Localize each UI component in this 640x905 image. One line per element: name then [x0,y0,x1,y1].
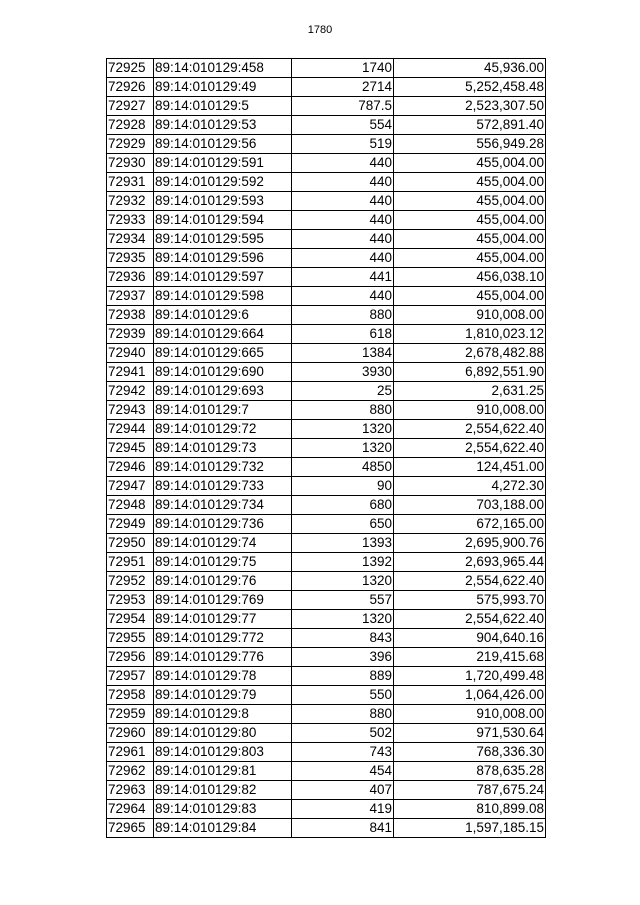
cadastral-number-cell: 89:14:010129:83 [154,800,292,819]
row-number-cell: 72941 [107,363,154,382]
cadastral-value-cell: 2,631.25 [394,382,546,401]
cadastral-number-cell: 89:14:010129:81 [154,762,292,781]
cadastral-value-cell: 768,336.30 [394,743,546,762]
area-cell: 880 [292,705,394,724]
area-cell: 618 [292,325,394,344]
cadastral-value-cell: 1,597,185.15 [394,819,546,838]
row-number-cell: 72954 [107,610,154,629]
row-number-cell: 72955 [107,629,154,648]
area-cell: 440 [292,287,394,306]
cadastral-value-cell: 572,891.40 [394,116,546,135]
table-row [107,268,546,287]
cadastral-value-cell: 5,252,458.48 [394,78,546,97]
cadastral-number-cell: 89:14:010129:595 [154,230,292,249]
cadastral-number-cell: 89:14:010129:74 [154,534,292,553]
cadastral-value-cell: 455,004.00 [394,211,546,230]
area-cell: 1393 [292,534,394,553]
area-cell: 440 [292,211,394,230]
cadastral-number-cell: 89:14:010129:736 [154,515,292,534]
cadastral-number-cell: 89:14:010129:458 [154,59,292,78]
row-number-cell: 72931 [107,173,154,192]
row-number-cell: 72965 [107,819,154,838]
cadastral-number-cell: 89:14:010129:80 [154,724,292,743]
table-row [107,59,546,78]
cadastral-number-cell: 89:14:010129:733 [154,477,292,496]
cadastral-value-cell: 910,008.00 [394,401,546,420]
cadastral-value-cell: 456,038.10 [394,268,546,287]
row-number-cell: 72964 [107,800,154,819]
table-row [107,97,546,116]
area-cell: 519 [292,135,394,154]
area-cell: 502 [292,724,394,743]
cadastral-number-cell: 89:14:010129:772 [154,629,292,648]
area-cell: 419 [292,800,394,819]
cadastral-value-cell: 2,678,482.88 [394,344,546,363]
cadastral-value-cell: 904,640.16 [394,629,546,648]
table-row [107,230,546,249]
row-number-cell: 72944 [107,420,154,439]
cadastral-value-cell: 455,004.00 [394,249,546,268]
area-cell: 3930 [292,363,394,382]
cadastral-number-cell: 89:14:010129:593 [154,192,292,211]
table-row [107,192,546,211]
table-row [107,610,546,629]
row-number-cell: 72926 [107,78,154,97]
cadastral-number-cell: 89:14:010129:73 [154,439,292,458]
table-row [107,686,546,705]
row-number-cell: 72946 [107,458,154,477]
row-number-cell: 72936 [107,268,154,287]
cadastral-number-cell: 89:14:010129:76 [154,572,292,591]
area-cell: 843 [292,629,394,648]
table-row [107,648,546,667]
cadastral-value-cell: 455,004.00 [394,230,546,249]
area-cell: 1392 [292,553,394,572]
table-row [107,572,546,591]
row-number-cell: 72929 [107,135,154,154]
area-cell: 680 [292,496,394,515]
row-number-cell: 72933 [107,211,154,230]
cadastral-value-cell: 2,554,622.40 [394,439,546,458]
cadastral-number-cell: 89:14:010129:732 [154,458,292,477]
table-row [107,762,546,781]
table-row [107,591,546,610]
table-row [107,211,546,230]
row-number-cell: 72942 [107,382,154,401]
area-cell: 1740 [292,59,394,78]
cadastral-value-cell: 455,004.00 [394,192,546,211]
cadastral-value-cell: 1,810,023.12 [394,325,546,344]
cadastral-number-cell: 89:14:010129:84 [154,819,292,838]
cadastral-number-cell: 89:14:010129:5 [154,97,292,116]
row-number-cell: 72932 [107,192,154,211]
area-cell: 743 [292,743,394,762]
area-cell: 440 [292,249,394,268]
cadastral-value-cell: 910,008.00 [394,705,546,724]
row-number-cell: 72940 [107,344,154,363]
parcel-table [106,58,546,838]
cadastral-value-cell: 2,695,900.76 [394,534,546,553]
row-number-cell: 72958 [107,686,154,705]
area-cell: 4850 [292,458,394,477]
area-cell: 880 [292,306,394,325]
row-number-cell: 72927 [107,97,154,116]
table-row [107,325,546,344]
row-number-cell: 72951 [107,553,154,572]
area-cell: 889 [292,667,394,686]
row-number-cell: 72960 [107,724,154,743]
area-cell: 1320 [292,610,394,629]
cadastral-number-cell: 89:14:010129:78 [154,667,292,686]
table-row [107,154,546,173]
area-cell: 841 [292,819,394,838]
row-number-cell: 72928 [107,116,154,135]
cadastral-value-cell: 2,554,622.40 [394,420,546,439]
cadastral-number-cell: 89:14:010129:693 [154,382,292,401]
row-number-cell: 72963 [107,781,154,800]
table-row [107,401,546,420]
table-row [107,705,546,724]
cadastral-number-cell: 89:14:010129:690 [154,363,292,382]
row-number-cell: 72950 [107,534,154,553]
table-row [107,724,546,743]
table-row [107,553,546,572]
cadastral-number-cell: 89:14:010129:8 [154,705,292,724]
area-cell: 554 [292,116,394,135]
table-row [107,363,546,382]
cadastral-value-cell: 6,892,551.90 [394,363,546,382]
table-row [107,135,546,154]
cadastral-value-cell: 455,004.00 [394,173,546,192]
cadastral-value-cell: 1,064,426.00 [394,686,546,705]
area-cell: 1320 [292,572,394,591]
table-row [107,249,546,268]
table-row [107,743,546,762]
cadastral-number-cell: 89:14:010129:49 [154,78,292,97]
area-cell: 1320 [292,439,394,458]
cadastral-value-cell: 45,936.00 [394,59,546,78]
table-row [107,819,546,838]
cadastral-number-cell: 89:14:010129:53 [154,116,292,135]
row-number-cell: 72953 [107,591,154,610]
parcel-table-body [107,59,546,838]
table-row [107,382,546,401]
cadastral-value-cell: 2,554,622.40 [394,610,546,629]
cadastral-value-cell: 124,451.00 [394,458,546,477]
cadastral-number-cell: 89:14:010129:769 [154,591,292,610]
table-row [107,496,546,515]
area-cell: 1320 [292,420,394,439]
cadastral-number-cell: 89:14:010129:596 [154,249,292,268]
cadastral-value-cell: 971,530.64 [394,724,546,743]
cadastral-value-cell: 1,720,499.48 [394,667,546,686]
area-cell: 25 [292,382,394,401]
cadastral-number-cell: 89:14:010129:597 [154,268,292,287]
table-row [107,458,546,477]
table-row [107,534,546,553]
area-cell: 2714 [292,78,394,97]
cadastral-value-cell: 810,899.08 [394,800,546,819]
row-number-cell: 72945 [107,439,154,458]
table-row [107,800,546,819]
row-number-cell: 72935 [107,249,154,268]
table-row [107,306,546,325]
table-row [107,344,546,363]
table-row [107,629,546,648]
row-number-cell: 72947 [107,477,154,496]
cadastral-value-cell: 910,008.00 [394,306,546,325]
cadastral-number-cell: 89:14:010129:77 [154,610,292,629]
row-number-cell: 72937 [107,287,154,306]
row-number-cell: 72959 [107,705,154,724]
row-number-cell: 72956 [107,648,154,667]
cadastral-value-cell: 575,993.70 [394,591,546,610]
area-cell: 880 [292,401,394,420]
cadastral-value-cell: 878,635.28 [394,762,546,781]
page-number: 1780 [307,24,333,36]
table-row [107,173,546,192]
area-cell: 440 [292,230,394,249]
area-cell: 550 [292,686,394,705]
cadastral-number-cell: 89:14:010129:776 [154,648,292,667]
cadastral-number-cell: 89:14:010129:592 [154,173,292,192]
cadastral-number-cell: 89:14:010129:734 [154,496,292,515]
area-cell: 440 [292,154,394,173]
area-cell: 441 [292,268,394,287]
cadastral-value-cell: 2,554,622.40 [394,572,546,591]
table-row [107,420,546,439]
area-cell: 396 [292,648,394,667]
row-number-cell: 72925 [107,59,154,78]
area-cell: 557 [292,591,394,610]
cadastral-number-cell: 89:14:010129:598 [154,287,292,306]
cadastral-value-cell: 219,415.68 [394,648,546,667]
cadastral-number-cell: 89:14:010129:664 [154,325,292,344]
cadastral-value-cell: 455,004.00 [394,287,546,306]
area-cell: 454 [292,762,394,781]
cadastral-number-cell: 89:14:010129:594 [154,211,292,230]
table-row [107,781,546,800]
row-number-cell: 72938 [107,306,154,325]
table-row [107,78,546,97]
row-number-cell: 72930 [107,154,154,173]
cadastral-value-cell: 672,165.00 [394,515,546,534]
table-row [107,287,546,306]
area-cell: 787.5 [292,97,394,116]
row-number-cell: 72962 [107,762,154,781]
cadastral-number-cell: 89:14:010129:7 [154,401,292,420]
area-cell: 1384 [292,344,394,363]
row-number-cell: 72943 [107,401,154,420]
area-cell: 407 [292,781,394,800]
table-row [107,116,546,135]
row-number-cell: 72961 [107,743,154,762]
row-number-cell: 72948 [107,496,154,515]
cadastral-value-cell: 455,004.00 [394,154,546,173]
area-cell: 440 [292,173,394,192]
area-cell: 650 [292,515,394,534]
cadastral-number-cell: 89:14:010129:79 [154,686,292,705]
cadastral-number-cell: 89:14:010129:665 [154,344,292,363]
cadastral-number-cell: 89:14:010129:591 [154,154,292,173]
cadastral-number-cell: 89:14:010129:75 [154,553,292,572]
cadastral-value-cell: 787,675.24 [394,781,546,800]
cadastral-number-cell: 89:14:010129:6 [154,306,292,325]
row-number-cell: 72939 [107,325,154,344]
row-number-cell: 72949 [107,515,154,534]
table-row [107,515,546,534]
cadastral-number-cell: 89:14:010129:56 [154,135,292,154]
cadastral-number-cell: 89:14:010129:82 [154,781,292,800]
cadastral-number-cell: 89:14:010129:72 [154,420,292,439]
cadastral-value-cell: 2,693,965.44 [394,553,546,572]
cadastral-value-cell: 2,523,307.50 [394,97,546,116]
table-row [107,477,546,496]
row-number-cell: 72952 [107,572,154,591]
area-cell: 440 [292,192,394,211]
table-row [107,439,546,458]
row-number-cell: 72934 [107,230,154,249]
area-cell: 90 [292,477,394,496]
table-row [107,667,546,686]
cadastral-value-cell: 556,949.28 [394,135,546,154]
cadastral-value-cell: 4,272.30 [394,477,546,496]
cadastral-value-cell: 703,188.00 [394,496,546,515]
cadastral-number-cell: 89:14:010129:803 [154,743,292,762]
row-number-cell: 72957 [107,667,154,686]
